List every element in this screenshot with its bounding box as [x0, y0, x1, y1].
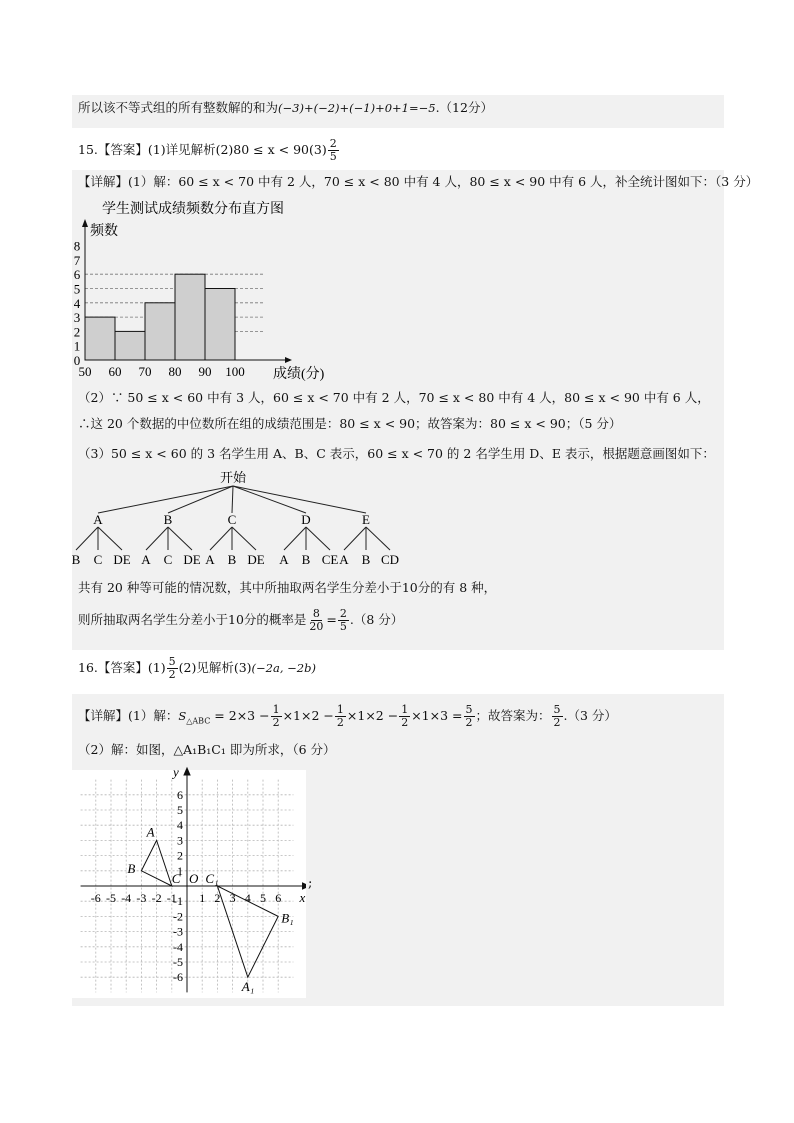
chart-y-tick: 3: [73, 310, 81, 326]
tree-leaf-branch: [76, 527, 98, 550]
grid-y-tick: 6: [177, 787, 183, 802]
q14-expression: (−3)+(−2)+(−1)+0+1=−5: [278, 101, 436, 115]
label-a: A: [146, 824, 155, 840]
grid-y-arrow: [184, 768, 190, 775]
tree-leaf: CE: [321, 552, 339, 567]
frac-5: $\frac{5}{2}$: [553, 703, 561, 729]
chart-x-tick: 50: [78, 364, 92, 379]
tree-leaf-branch: [344, 527, 366, 550]
chart-ylabel: 频数: [90, 224, 118, 239]
grid-y-tick: -3: [173, 924, 183, 939]
tree-leaf-branch: [168, 527, 192, 550]
histogram-chart: [60, 195, 360, 385]
chart-y-tick: 1: [73, 338, 81, 354]
q15-answer: 15.【答案】(1)详见解析(2)80 ≤ x < 90(3) $\frac{2}{5}$: [78, 137, 337, 163]
label-b1: B₁: [281, 910, 294, 926]
chart-x-tick: 60: [108, 364, 122, 379]
label-c: C: [171, 871, 181, 886]
q15-conclusion-1: 共有 20 种等可能的情况数，其中所抽取两名学生分差小于10分的有 8 种，: [78, 580, 497, 595]
tree-leaf: A: [141, 552, 151, 567]
tree-node: B: [163, 512, 173, 527]
tree-leaf-branch: [98, 527, 122, 550]
tree-leaf: B: [71, 552, 81, 567]
chart-x-tick: 80: [168, 364, 182, 379]
grid-x-tick: -1: [166, 891, 177, 905]
grid-y-tick: -6: [173, 970, 183, 985]
tree-node: A: [93, 512, 103, 527]
tree-leaf-branch: [232, 527, 256, 550]
chart-y-tick: 4: [73, 295, 81, 311]
q16-answer-fraction: $\frac{5}{2}$: [168, 655, 176, 681]
tree-leaf: B: [361, 552, 371, 567]
chart-x-tick: 100: [225, 364, 245, 379]
grid-x-tick: -4: [121, 891, 132, 905]
tree-leaf: A: [339, 552, 349, 567]
prob-fraction-1: $\frac{8}{20}$: [309, 607, 324, 633]
label-b: B: [127, 860, 136, 876]
tree-leaf: DE: [183, 552, 201, 567]
grid-x-tick: 2: [214, 891, 221, 905]
label-c1: C₁: [205, 871, 219, 886]
tree-root: 开始: [219, 470, 247, 485]
chart-xlabel: 成绩(分): [273, 367, 325, 382]
chart-y-tick: 0: [73, 353, 81, 368]
grid-x-tick: 5: [260, 891, 266, 905]
grid-y-tick: -1: [173, 894, 183, 909]
chart-bar: [145, 303, 175, 360]
q15-conclusion-2: 则所抽取两名学生分差小于10分的概率是 $\frac{8}{20}$ = $\frac{2}{5}$ .（8 分）: [78, 607, 404, 633]
q16-detail-2: （2）解：如图，△A₁B₁C₁ 即为所求，（6 分）: [78, 742, 336, 757]
grid-x-tick: 6: [275, 891, 282, 905]
tree-leaf-branch: [366, 527, 390, 550]
tree-branch: [168, 486, 233, 513]
frac-1: $\frac{1}{2}$: [272, 703, 280, 729]
tree-leaf: C: [93, 552, 103, 567]
chart-y-tick: 7: [73, 252, 81, 268]
tree-node: D: [301, 512, 311, 527]
grid-x-tick: -2: [151, 891, 162, 905]
frac-4: $\frac{5}{2}$: [465, 703, 473, 729]
tree-leaf-branch: [284, 527, 306, 550]
chart-bar: [205, 289, 235, 361]
tree-node: E: [362, 512, 370, 527]
q16-answer: 16.【答案】(1) $\frac{5}{2}$ (2)见解析(3)(−2a, −2b): [78, 655, 316, 681]
chart-y-tick: 6: [73, 267, 81, 283]
tree-branch: [98, 486, 233, 513]
frac-2: $\frac{1}{2}$: [336, 703, 344, 729]
grid-x-tick: 4: [244, 891, 251, 905]
triangle-abc: [141, 840, 171, 886]
tree-leaf: B: [301, 552, 311, 567]
grid-origin-label: O: [189, 871, 199, 886]
q15-answer-fraction: $\frac{2}{5}$: [329, 137, 337, 163]
tree-leaf: A: [279, 552, 289, 567]
grid-y-tick: -2: [173, 909, 183, 924]
grid-y-tick: 3: [177, 833, 183, 848]
chart-x-tick: 90: [198, 364, 212, 379]
tree-leaf-branch: [306, 527, 330, 550]
tree-leaf-branch: [210, 527, 232, 550]
tree-leaf: A: [205, 552, 215, 567]
grid-y-tick: 4: [177, 818, 183, 833]
chart-title: 学生测试成绩频数分布直方图: [102, 202, 284, 217]
grid-x-tick: 3: [229, 891, 236, 905]
tree-branch: [232, 486, 233, 513]
prob-fraction-2: $\frac{2}{5}$: [339, 607, 347, 633]
tree-leaf: DE: [113, 552, 131, 567]
q14-conclusion: 所以该不等式组的所有整数解的和为(−3)+(−2)+(−1)+0+1=−5.（12分）: [78, 100, 493, 115]
tree-branch: [233, 486, 366, 513]
grid-x-tick: -6: [90, 891, 101, 905]
chart-y-arrow: [82, 219, 88, 227]
grid-x-arrow: [303, 883, 306, 889]
coordinate-grid: [72, 766, 306, 998]
grid-y-tick: 1: [177, 863, 183, 878]
grid-y-label: y: [173, 766, 179, 780]
chart-y-tick: 5: [73, 281, 81, 297]
q15-detail-4: （3）50 ≤ x < 60 的 3 名学生用 A、B、C 表示，60 ≤ x < 70 的 2 名学生用 D、E 表示，根据题意画图如下：: [78, 446, 715, 461]
tree-leaf: DE: [247, 552, 265, 567]
frac-3: $\frac{1}{2}$: [401, 703, 409, 729]
tree-leaf: CD: [380, 552, 400, 567]
chart-bar: [115, 331, 145, 360]
grid-x-tick: 1: [199, 891, 206, 905]
q15-detail-1: 【详解】(1）解：60 ≤ x < 70 中有 2 人，70 ≤ x < 80 中有 4 人，80 ≤ x < 90 中有 6 人，补全统计图如下：（3 分）: [78, 174, 759, 189]
tree-branch: [233, 486, 306, 513]
grid-x-label: x: [299, 890, 306, 905]
grid-y-tick: -4: [173, 939, 183, 954]
tree-node: C: [227, 512, 237, 527]
grid-trailing-semicolon: ;: [308, 876, 313, 891]
q15-detail-3: ∴这 20 个数据的中位数所在组的成绩范围是：80 ≤ x < 90；故答案为：80 ≤ x < 90；（5 分）: [78, 416, 622, 431]
grid-x-tick: -5: [106, 891, 116, 905]
chart-bar: [175, 274, 205, 360]
label-a1: A₁: [241, 979, 255, 995]
tree-leaf: C: [163, 552, 173, 567]
chart-y-tick: 2: [73, 324, 81, 340]
chart-x-arrow: [285, 357, 292, 363]
tree-diagram: [66, 466, 416, 572]
chart-bar: [85, 317, 115, 360]
chart-y-tick: 8: [73, 238, 81, 254]
grid-x-tick: -3: [136, 891, 147, 905]
grid-y-tick: 5: [177, 803, 183, 817]
grid-y-tick: 2: [177, 848, 183, 863]
q16-detail-1: 【详解】(1）解：$S_{\triangle ABC} = 2\times 3$ − $\frac{1}{2}$ ×1×2 − $\frac{1}{2}$ ×1×2 − $\frac{1}{2}$ ×1×3 = $\frac{5}{2}$ ；故答案为： $\frac{5}{2}$ .（3 分）: [78, 703, 617, 729]
q15-detail-2: （2）∵ 50 ≤ x < 60 中有 3 人，60 ≤ x < 70 中有 2 人，70 ≤ x < 80 中有 4 人，80 ≤ x < 90 中有 6 人，: [78, 390, 710, 405]
tree-leaf-branch: [146, 527, 168, 550]
tree-leaf: B: [227, 552, 237, 567]
chart-x-tick: 70: [138, 364, 152, 379]
grid-y-tick: -5: [173, 955, 183, 969]
